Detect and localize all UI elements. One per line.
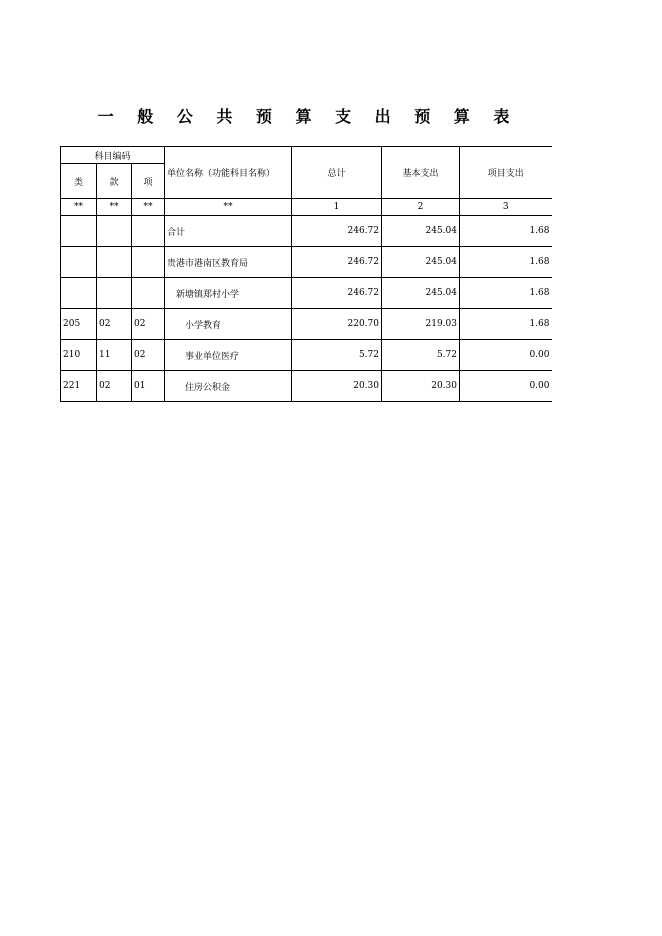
xiang-cell: 02 — [132, 309, 165, 340]
total-cell: 246.72 — [292, 247, 382, 278]
project-cell: 1.68 — [460, 216, 552, 247]
xiang-cell — [132, 216, 165, 247]
index-cell: 3 — [460, 199, 552, 216]
index-cell: ** — [97, 199, 132, 216]
basic-cell: 5.72 — [382, 340, 460, 371]
project-cell: 0.00 — [460, 340, 552, 371]
table-row — [61, 278, 552, 309]
table-row — [61, 371, 552, 402]
lei-cell — [61, 247, 97, 278]
basic-cell: 245.04 — [382, 216, 460, 247]
table-row — [61, 247, 552, 278]
index-cell: 1 — [292, 199, 382, 216]
basic-cell: 245.04 — [382, 247, 460, 278]
total-cell: 20.30 — [292, 371, 382, 402]
kuan-cell: 02 — [97, 371, 132, 402]
xiang-cell — [132, 247, 165, 278]
name-cell: 小学教育 — [165, 309, 292, 340]
name-cell: 贵港市港南区教育局 — [165, 247, 292, 278]
lei-cell: 210 — [61, 340, 97, 371]
code-group-header: 科目编码 — [61, 147, 165, 164]
lei-header: 类 — [61, 164, 97, 199]
xiang-cell: 02 — [132, 340, 165, 371]
kuan-cell — [97, 278, 132, 309]
kuan-cell: 02 — [97, 309, 132, 340]
xiang-cell — [132, 278, 165, 309]
table-row — [61, 309, 552, 340]
project-cell: 1.68 — [460, 278, 552, 309]
kuan-cell: 11 — [97, 340, 132, 371]
lei-cell: 221 — [61, 371, 97, 402]
kuan-header: 款 — [97, 164, 132, 199]
project-cell: 1.68 — [460, 309, 552, 340]
name-cell: 住房公积金 — [165, 371, 292, 402]
project-cell: 1.68 — [460, 247, 552, 278]
index-cell: 2 — [382, 199, 460, 216]
page-title: 一 般 公 共 预 算 支 出 预 算 表 — [97, 107, 519, 126]
total-cell: 5.72 — [292, 340, 382, 371]
index-cell: ** — [132, 199, 165, 216]
index-cell: ** — [165, 199, 292, 216]
lei-cell — [61, 278, 97, 309]
total-cell: 246.72 — [292, 278, 382, 309]
total-cell: 220.70 — [292, 309, 382, 340]
basic-cell: 219.03 — [382, 309, 460, 340]
name-cell: 新塘镇郑村小学 — [165, 278, 292, 309]
basic-cell: 20.30 — [382, 371, 460, 402]
project-cell: 0.00 — [460, 371, 552, 402]
name-cell: 合计 — [165, 216, 292, 247]
lei-cell — [61, 216, 97, 247]
project-header: 项目支出 — [460, 147, 552, 199]
budget-table — [60, 146, 552, 402]
table-row — [61, 216, 552, 247]
unit-name-header: 单位名称（功能科目名称） — [165, 147, 292, 199]
index-cell: ** — [61, 199, 97, 216]
kuan-cell — [97, 247, 132, 278]
xiang-cell: 01 — [132, 371, 165, 402]
name-cell: 事业单位医疗 — [165, 340, 292, 371]
basic-cell: 245.04 — [382, 278, 460, 309]
index-row — [61, 199, 552, 216]
total-cell: 246.72 — [292, 216, 382, 247]
table-row — [61, 340, 552, 371]
kuan-cell — [97, 216, 132, 247]
basic-header: 基本支出 — [382, 147, 460, 199]
total-header: 总计 — [292, 147, 382, 199]
xiang-header: 项 — [132, 164, 165, 199]
lei-cell: 205 — [61, 309, 97, 340]
